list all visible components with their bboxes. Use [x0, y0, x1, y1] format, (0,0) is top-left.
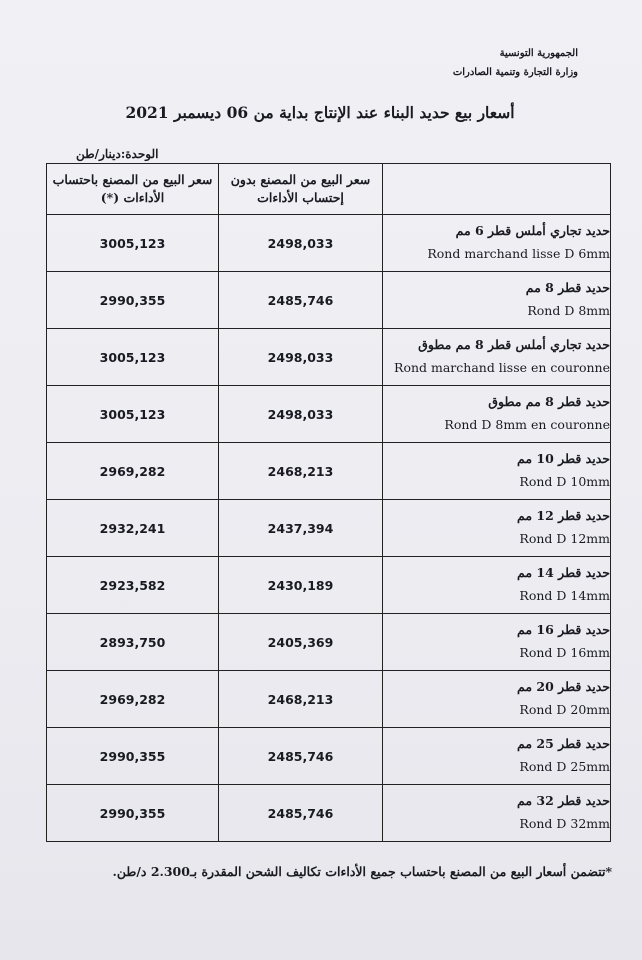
table-row	[47, 386, 611, 443]
price-without-taxes: 2430,189	[219, 557, 383, 614]
product-cell	[383, 215, 611, 272]
price-without-taxes: 2437,394	[219, 500, 383, 557]
table-row	[47, 329, 611, 386]
price-table	[46, 163, 611, 842]
product-cell	[383, 443, 611, 500]
price-with-taxes: 3005,123	[47, 386, 219, 443]
product-name-arabic: حديد قطر 32 مم	[517, 793, 610, 808]
price-with-taxes: 2990,355	[47, 785, 219, 842]
header-ministry: وزارة التجارة وتنمية الصادرات	[452, 67, 578, 78]
product-name-arabic: حديد قطر 14 مم	[517, 565, 610, 580]
product-name-arabic: حديد تجاري أملس قطر 8 مم مطوق	[418, 337, 610, 352]
product-cell	[383, 728, 611, 785]
table-row	[47, 443, 611, 500]
price-without-taxes: 2498,033	[219, 329, 383, 386]
table-row	[47, 557, 611, 614]
price-with-taxes: 2990,355	[47, 728, 219, 785]
product-cell	[383, 671, 611, 728]
table-row	[47, 671, 611, 728]
price-without-taxes: 2405,369	[219, 614, 383, 671]
col-header-without-taxes: سعر البيع من المصنع بدون إحتساب الأداءات	[219, 164, 383, 215]
product-cell	[383, 614, 611, 671]
price-with-taxes: 2923,582	[47, 557, 219, 614]
price-without-taxes: 2498,033	[219, 215, 383, 272]
price-with-taxes: 2893,750	[47, 614, 219, 671]
product-name-french: Rond D 8mm	[527, 303, 610, 318]
price-without-taxes: 2498,033	[219, 386, 383, 443]
product-cell	[383, 386, 611, 443]
product-name-arabic: حديد قطر 20 مم	[517, 679, 610, 694]
product-name-arabic: حديد قطر 16 مم	[517, 622, 610, 637]
product-name-french: Rond D 25mm	[519, 759, 610, 774]
price-without-taxes: 2468,213	[219, 671, 383, 728]
price-without-taxes: 2485,746	[219, 785, 383, 842]
price-with-taxes: 3005,123	[47, 329, 219, 386]
price-without-taxes: 2485,746	[219, 272, 383, 329]
product-name-french: Rond D 8mm en couronne	[444, 417, 610, 432]
price-without-taxes: 2485,746	[219, 728, 383, 785]
product-name-french: Rond D 20mm	[519, 702, 610, 717]
product-cell	[383, 329, 611, 386]
footnote: *تتضمن أسعار البيع من المصنع باحتساب جميع الأداءات تكاليف الشحن المقدرة بـ2.300 د/طن.	[112, 864, 612, 879]
header-republic: الجمهورية التونسية	[499, 48, 578, 59]
ministry-header	[453, 44, 578, 82]
table-header-row	[47, 164, 611, 215]
product-cell	[383, 557, 611, 614]
price-with-taxes: 2932,241	[47, 500, 219, 557]
price-with-taxes: 2990,355	[47, 272, 219, 329]
price-with-taxes: 2969,282	[47, 671, 219, 728]
col-header-product	[383, 164, 611, 215]
document-title: أسعار بيع حديد البناء عند الإنتاج بداية من 06 ديسمبر 2021	[125, 103, 515, 122]
table-row	[47, 500, 611, 557]
product-name-arabic: حديد تجاري أملس قطر 6 مم	[455, 223, 610, 238]
product-name-arabic: حديد قطر 12 مم	[517, 508, 610, 523]
table-row	[47, 614, 611, 671]
table-row	[47, 215, 611, 272]
product-name-french: Rond D 16mm	[519, 645, 610, 660]
product-cell	[383, 785, 611, 842]
product-name-french: Rond D 32mm	[519, 816, 610, 831]
price-with-taxes: 2969,282	[47, 443, 219, 500]
unit-label: الوحدة:دينار/طن	[76, 147, 159, 161]
table-body	[47, 215, 611, 842]
product-cell	[383, 272, 611, 329]
price-without-taxes: 2468,213	[219, 443, 383, 500]
product-name-arabic: حديد قطر 8 مم مطوق	[488, 394, 610, 409]
product-name-arabic: حديد قطر 10 مم	[517, 451, 610, 466]
product-name-french: Rond D 10mm	[519, 474, 610, 489]
col-header-with-taxes: سعر البيع من المصنع باحتساب الأداءات (*)	[47, 164, 219, 215]
table-row	[47, 272, 611, 329]
product-name-arabic: حديد قطر 8 مم	[525, 280, 610, 295]
product-name-arabic: حديد قطر 25 مم	[517, 736, 610, 751]
product-name-french: Rond marchand lisse D 6mm	[427, 246, 610, 261]
table-row	[47, 785, 611, 842]
product-cell	[383, 500, 611, 557]
product-name-french: Rond marchand lisse en couronne	[394, 360, 610, 375]
price-with-taxes: 3005,123	[47, 215, 219, 272]
product-name-french: Rond D 12mm	[519, 531, 610, 546]
product-name-french: Rond D 14mm	[519, 588, 610, 603]
table-row	[47, 728, 611, 785]
